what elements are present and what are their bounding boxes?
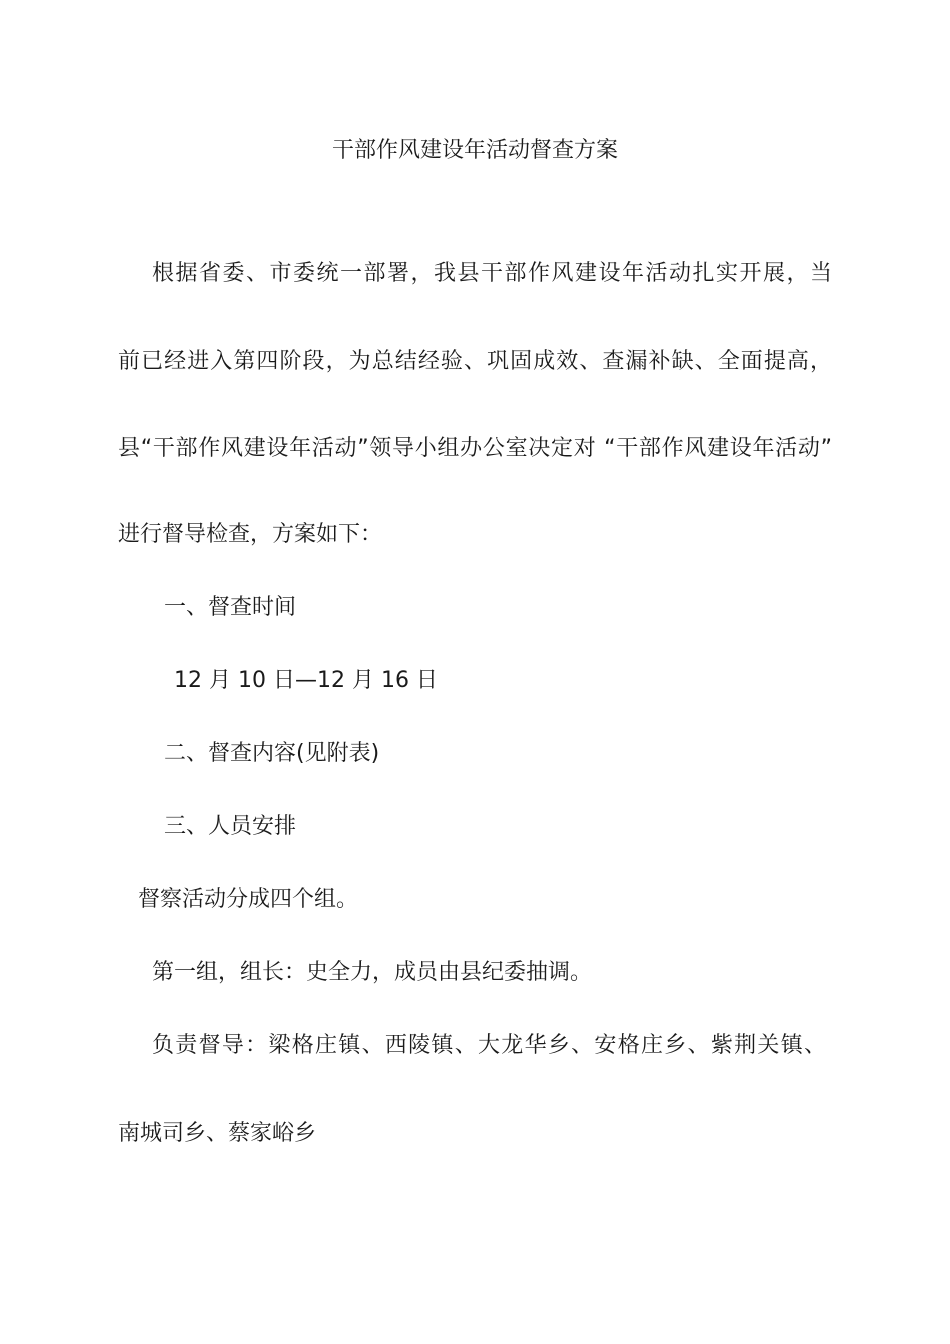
section-1-heading: 一、督查时间: [164, 595, 297, 620]
intro-line-1: 根据省委、市委统一部署，我县干部作风建设年活动扎实开展，当: [152, 261, 832, 286]
group-1-duty-line-2: 南城司乡、蔡家峪乡: [118, 1121, 317, 1146]
section-3-summary: 督察活动分成四个组。: [138, 887, 359, 912]
group-1-duty-line-1: 负责督导：梁格庄镇、西陵镇、大龙华乡、安格庄乡、紫荆关镇、: [152, 1033, 826, 1058]
intro-line-3: 县“干部作风建设年活动”领导小组办公室决定对 “干部作风建设年活动”: [118, 436, 832, 461]
section-2-heading: 二、督查内容(见附表): [164, 741, 380, 766]
intro-line-4: 进行督导检查，方案如下：: [118, 522, 383, 547]
group-1-info: 第一组，组长：史全力，成员由县纪委抽调。: [152, 960, 593, 985]
section-3-heading: 三、人员安排: [164, 814, 297, 839]
intro-line-2: 前已经进入第四阶段，为总结经验、巩固成效、查漏补缺、全面提高，: [118, 349, 832, 374]
section-1-content: 12 月 10 日—12 月 16 日: [174, 668, 438, 693]
document-title: 干部作风建设年活动督查方案: [331, 138, 618, 163]
